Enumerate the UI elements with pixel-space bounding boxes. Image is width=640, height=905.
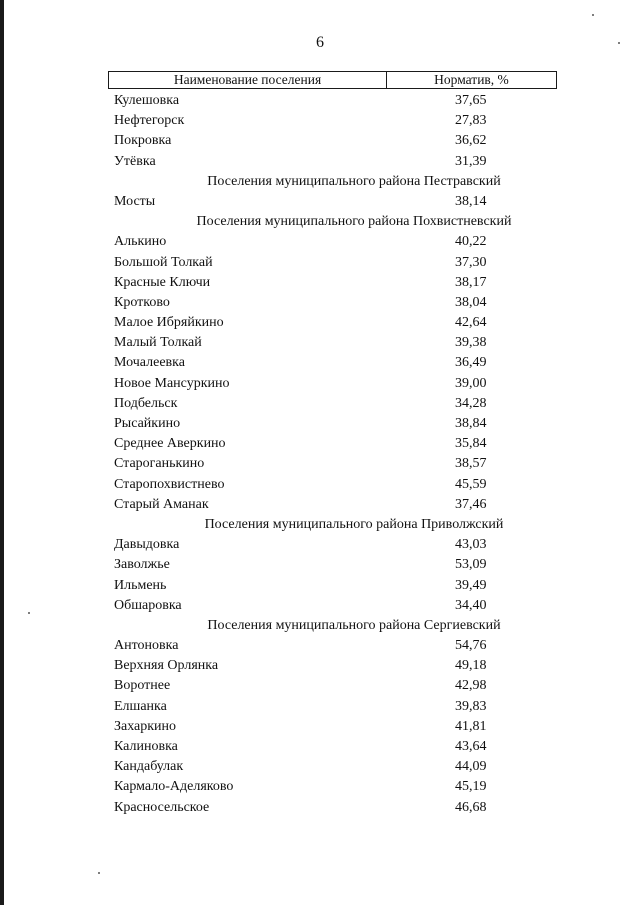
norm-value: 38,84	[455, 416, 487, 431]
settlement-name: Калиновка	[114, 739, 178, 754]
settlement-name: Покровка	[114, 133, 172, 149]
norm-value: 42,98	[455, 678, 487, 694]
table-row	[114, 596, 524, 616]
settlement-name: Обшаровка	[114, 597, 182, 613]
norm-value: 35,84	[455, 436, 487, 452]
table-row	[114, 253, 524, 273]
table-row	[114, 454, 524, 474]
norm-value: 37,46	[455, 496, 487, 512]
table-row	[114, 131, 524, 151]
table-row	[114, 353, 524, 373]
settlement-name: Заволжье	[114, 557, 170, 573]
norm-value: 54,76	[455, 638, 487, 654]
table-row	[114, 374, 524, 394]
table-header	[108, 71, 557, 89]
norm-value: 39,49	[455, 577, 487, 593]
settlement-name: Кротково	[114, 294, 170, 310]
table-row	[114, 313, 524, 333]
table-row	[114, 757, 524, 777]
norm-value: 38,57	[455, 456, 487, 472]
settlement-name: Кандабулак	[114, 759, 184, 775]
settlement-name: Большой Толкай	[114, 254, 213, 270]
table-row	[114, 495, 524, 515]
settlement-name: Старопохвистнево	[114, 476, 225, 492]
section-heading: Поселения муниципального района Пестравский	[207, 173, 501, 189]
scan-left-edge	[0, 0, 4, 905]
table-row	[114, 636, 524, 656]
table-row	[114, 434, 524, 454]
table-row	[114, 697, 524, 717]
table-row	[114, 192, 524, 212]
table-body	[114, 91, 524, 818]
settlement-name: Подбельск	[114, 395, 178, 411]
section-heading: Поселения муниципального района Похвистневский	[196, 214, 512, 230]
norm-value: 34,40	[455, 597, 487, 613]
table-row	[114, 535, 524, 555]
norm-value: 39,83	[455, 698, 487, 714]
norm-value: 39,00	[455, 375, 487, 391]
settlement-name: Кармало-Аделяково	[114, 779, 234, 795]
norm-value: 34,28	[455, 395, 487, 411]
settlement-name: Новое Мансуркино	[114, 375, 230, 391]
norm-value: 53,09	[455, 557, 487, 573]
norm-value: 45,59	[455, 476, 487, 492]
table-row	[114, 717, 524, 737]
table-row	[114, 737, 524, 757]
settlement-name: Воротнее	[114, 678, 171, 694]
column-header-norm: Норматив, %	[434, 72, 509, 87]
settlement-name: Захаркино	[114, 718, 177, 734]
settlement-name: Верхняя Орлянка	[114, 658, 219, 674]
table-row	[114, 777, 524, 797]
table-row	[114, 798, 524, 818]
norm-value: 42,64	[455, 315, 487, 331]
norm-value: 43,64	[455, 739, 487, 754]
table-row	[114, 414, 524, 434]
table-row	[114, 152, 524, 172]
table-row	[114, 111, 524, 131]
settlement-name: Утёвка	[114, 153, 156, 169]
norm-value: 49,18	[455, 658, 487, 674]
settlement-name: Мосты	[114, 193, 156, 209]
settlement-name: Староганькино	[114, 456, 205, 472]
settlement-name: Рысайкино	[114, 416, 181, 431]
table-row	[114, 576, 524, 596]
section-heading-row	[114, 172, 524, 192]
table-row	[114, 232, 524, 252]
scan-speck	[98, 872, 100, 874]
table-row	[114, 475, 524, 495]
section-heading-row	[114, 616, 524, 636]
settlement-name: Среднее Аверкино	[114, 436, 226, 452]
norm-value: 39,38	[455, 335, 487, 351]
table-row	[114, 91, 524, 111]
section-heading-row	[114, 515, 524, 535]
norm-value: 31,39	[455, 153, 487, 169]
norm-value: 43,03	[455, 537, 487, 553]
settlement-name: Кулешовка	[114, 93, 180, 108]
table-row	[114, 293, 524, 313]
section-heading: Поселения муниципального района Приволжский	[204, 516, 504, 532]
settlement-name: Малый Толкай	[114, 335, 202, 351]
table-row	[114, 273, 524, 293]
settlement-name: Антоновка	[114, 638, 179, 654]
norm-value: 37,65	[455, 93, 487, 108]
norm-value: 36,49	[455, 355, 487, 371]
settlement-name: Красные Ключи	[114, 274, 211, 290]
table-row	[114, 333, 524, 353]
norm-value: 44,09	[455, 759, 487, 775]
norm-value: 40,22	[455, 234, 487, 250]
norm-value: 45,19	[455, 779, 487, 795]
norm-value: 36,62	[455, 133, 487, 149]
settlement-name: Красносельское	[114, 799, 210, 815]
page-number: 6	[316, 34, 324, 51]
column-header-settlement: Наименование поселения	[109, 72, 387, 88]
table-row	[114, 555, 524, 575]
settlement-name: Мочалеевка	[114, 355, 185, 371]
norm-value: 38,04	[455, 294, 487, 310]
scan-speck	[28, 612, 30, 614]
norm-value: 41,81	[455, 718, 487, 734]
settlement-name: Старый Аманак	[114, 496, 209, 512]
scan-speck	[618, 42, 620, 44]
section-heading: Поселения муниципального района Сергиевский	[207, 617, 501, 633]
norm-value: 37,30	[455, 254, 487, 270]
settlement-name: Малое Ибряйкино	[114, 315, 224, 331]
table-row	[114, 394, 524, 414]
settlement-name: Ильмень	[114, 577, 167, 593]
settlement-name: Елшанка	[114, 698, 167, 714]
settlement-name: Давыдовка	[114, 537, 180, 553]
norm-value: 38,14	[455, 193, 487, 209]
norm-value: 27,83	[455, 113, 487, 129]
norm-value: 46,68	[455, 799, 487, 815]
table-row	[114, 676, 524, 696]
table-row	[114, 656, 524, 676]
settlement-name: Алькино	[114, 234, 167, 250]
settlement-name: Нефтегорск	[114, 113, 185, 129]
scan-speck	[592, 14, 594, 16]
section-heading-row	[114, 212, 524, 232]
norm-value: 38,17	[455, 274, 487, 290]
